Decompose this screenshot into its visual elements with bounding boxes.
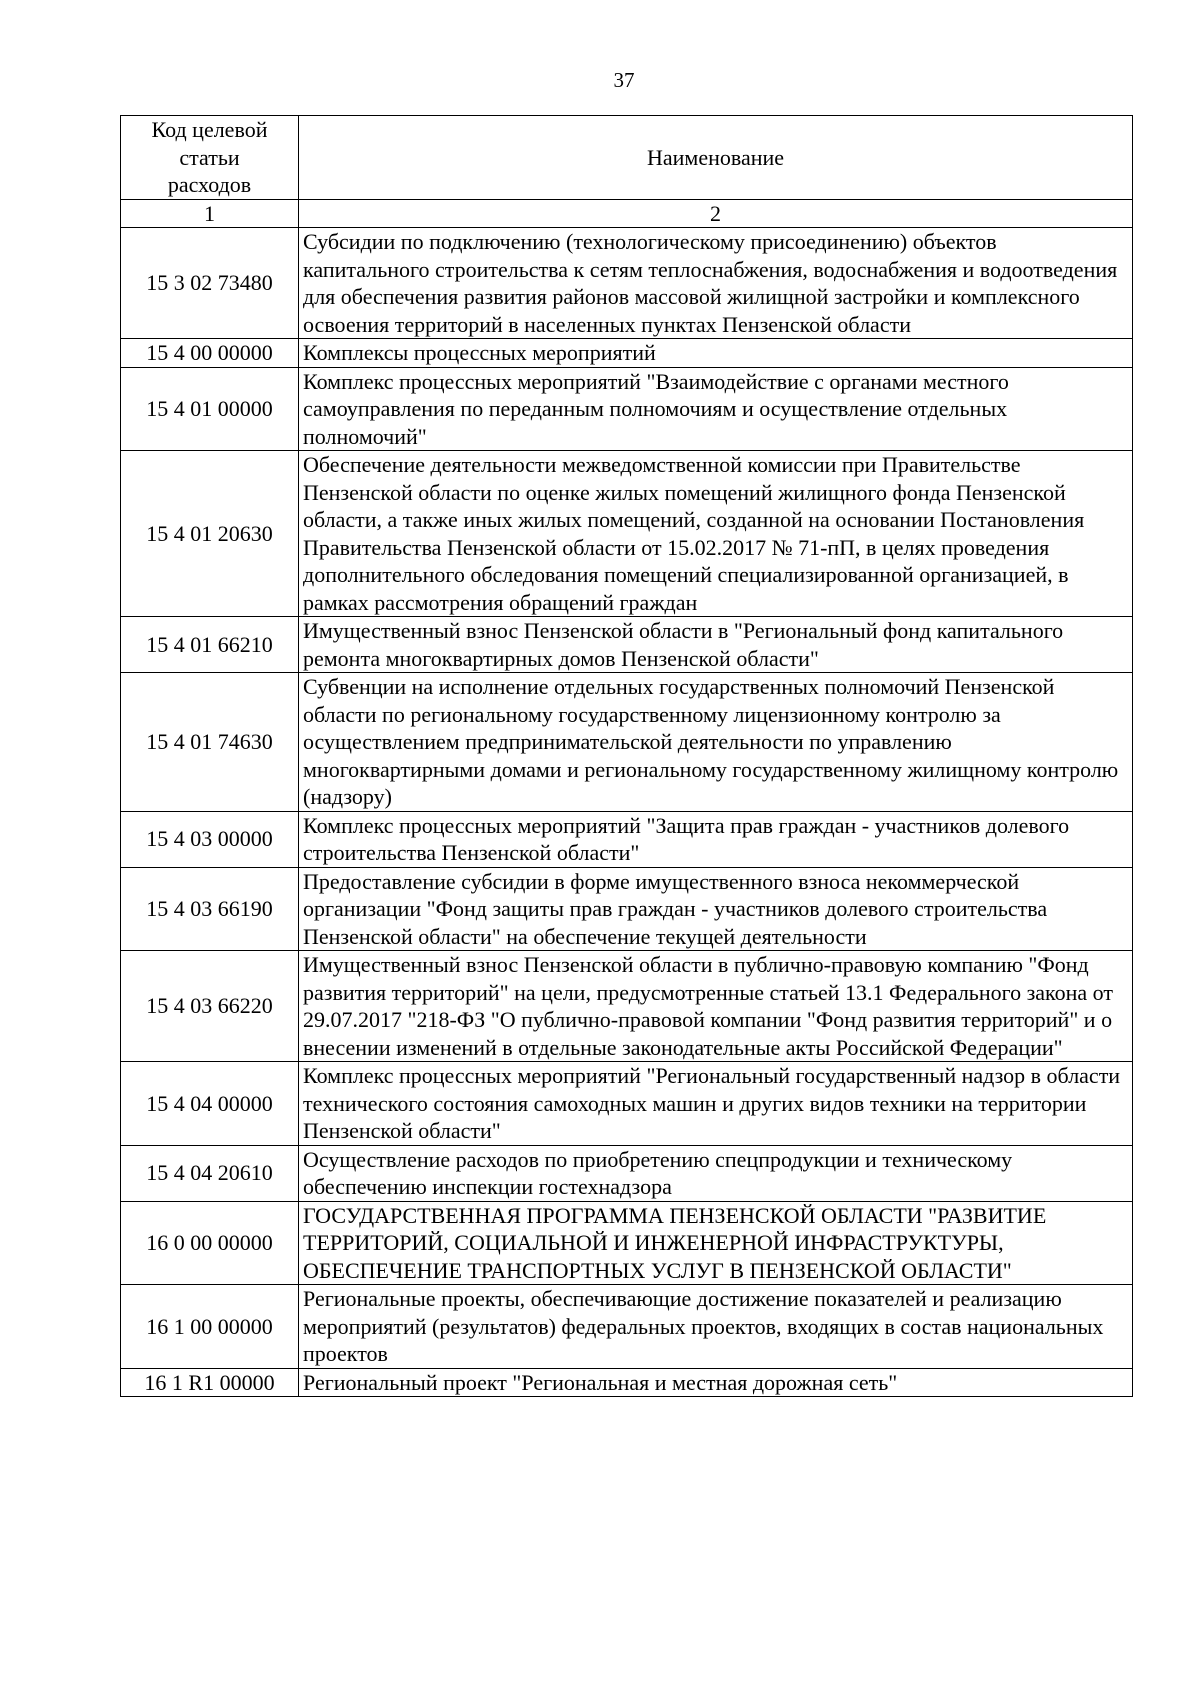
row-name: Региональные проекты, обеспечивающие достижение показателей и реализацию мероприятий (результатов) федеральных проектов, входящих в состав национальных проектов bbox=[299, 1285, 1133, 1369]
row-code: 16 0 00 00000 bbox=[121, 1201, 299, 1285]
row-name: Комплексы процессных мероприятий bbox=[299, 339, 1133, 368]
row-name: Осуществление расходов по приобретению спецпродукции и техническому обеспечению инспекции гостехнадзора bbox=[299, 1145, 1133, 1201]
row-code: 15 4 03 66220 bbox=[121, 951, 299, 1062]
page-number: 37 bbox=[613, 68, 635, 92]
row-name: ГОСУДАРСТВЕННАЯ ПРОГРАММА ПЕНЗЕНСКОЙ ОБЛАСТИ "РАЗВИТИЕ ТЕРРИТОРИЙ, СОЦИАЛЬНОЙ И ИНЖЕНЕРНОЙ ИНФРАСТРУКТУРЫ, ОБЕСПЕЧЕНИЕ ТРАНСПОРТНЫХ УСЛУГ В ПЕНЗЕНСКОЙ ОБЛАСТИ" bbox=[299, 1201, 1133, 1285]
table-row bbox=[121, 1145, 1133, 1201]
table-row bbox=[121, 1368, 1133, 1397]
budget-classification-table bbox=[120, 115, 1133, 1397]
column-number-2: 2 bbox=[299, 199, 1133, 228]
table-row bbox=[121, 673, 1133, 812]
table-row bbox=[121, 617, 1133, 673]
row-name: Обеспечение деятельности межведомственной комиссии при Правительстве Пензенской области по оценке жилых помещений жилищного фонда Пензенской области, а также иных жилых помещений, созданной на основании Постановления Правительства Пензенской области от 15.02.2017 № 71-пП, в целях проведения дополнительного обследования помещений специализированной организацией, в рамках рассмотрения обращений граждан bbox=[299, 451, 1133, 617]
row-code: 15 4 03 00000 bbox=[121, 811, 299, 867]
row-name: Комплекс процессных мероприятий "Региональный государственный надзор в области технического состояния самоходных машин и других видов техники на территории Пензенской области" bbox=[299, 1062, 1133, 1146]
row-code: 15 4 01 20630 bbox=[121, 451, 299, 617]
row-code: 16 1 R1 00000 bbox=[121, 1368, 299, 1397]
column-number-1: 1 bbox=[121, 199, 299, 228]
row-code: 15 3 02 73480 bbox=[121, 228, 299, 339]
table-row bbox=[121, 451, 1133, 617]
row-code: 15 4 04 20610 bbox=[121, 1145, 299, 1201]
table-row bbox=[121, 867, 1133, 951]
table-row bbox=[121, 367, 1133, 451]
table-row bbox=[121, 811, 1133, 867]
table-row bbox=[121, 1062, 1133, 1146]
row-name: Региональный проект "Региональная и местная дорожная сеть" bbox=[299, 1368, 1133, 1397]
row-name: Имущественный взнос Пензенской области в публично-правовую компанию "Фонд развития территорий" на цели, предусмотренные статьей 13.1 Федерального закона от 29.07.2017 "218-ФЗ "О публично-правовой компании "Фонд развития территорий" и о внесении изменений в отдельные законодательные акты Российской Федерации" bbox=[299, 951, 1133, 1062]
table-row bbox=[121, 339, 1133, 368]
row-name: Субвенции на исполнение отдельных государственных полномочий Пензенской области по региональному государственному лицензионному контролю за осуществлением предпринимательской деятельности по управлению многоквартирными домами и региональному государственному жилищному контролю (надзору) bbox=[299, 673, 1133, 812]
row-name: Имущественный взнос Пензенской области в "Региональный фонд капитального ремонта многоквартирных домов Пензенской области" bbox=[299, 617, 1133, 673]
row-code: 15 4 04 00000 bbox=[121, 1062, 299, 1146]
row-code: 15 4 00 00000 bbox=[121, 339, 299, 368]
row-name: Субсидии по подключению (технологическому присоединению) объектов капитального строительства к сетям теплоснабжения, водоснабжения и водоотведения для обеспечения развития районов массовой жилищной застройки и комплексного освоения территорий в населенных пунктах Пензенской области bbox=[299, 228, 1133, 339]
row-code: 16 1 00 00000 bbox=[121, 1285, 299, 1369]
row-code: 15 4 03 66190 bbox=[121, 867, 299, 951]
column-number-row bbox=[121, 199, 1133, 228]
row-code: 15 4 01 74630 bbox=[121, 673, 299, 812]
table-row bbox=[121, 228, 1133, 339]
header-code: Код целевой статьи расходов bbox=[121, 116, 299, 200]
row-name: Предоставление субсидии в форме имущественного взноса некоммерческой организации "Фонд защиты прав граждан - участников долевого строительства Пензенской области" на обеспечение текущей деятельности bbox=[299, 867, 1133, 951]
row-name: Комплекс процессных мероприятий "Взаимодействие с органами местного самоуправления по переданным полномочиям и осуществление отдельных полномочий" bbox=[299, 367, 1133, 451]
row-code: 15 4 01 00000 bbox=[121, 367, 299, 451]
header-name: Наименование bbox=[299, 116, 1133, 200]
table-row bbox=[121, 1201, 1133, 1285]
table-header-row bbox=[121, 116, 1133, 200]
table-row bbox=[121, 951, 1133, 1062]
row-name: Комплекс процессных мероприятий "Защита прав граждан - участников долевого строительства Пензенской области" bbox=[299, 811, 1133, 867]
row-code: 15 4 01 66210 bbox=[121, 617, 299, 673]
table-row bbox=[121, 1285, 1133, 1369]
